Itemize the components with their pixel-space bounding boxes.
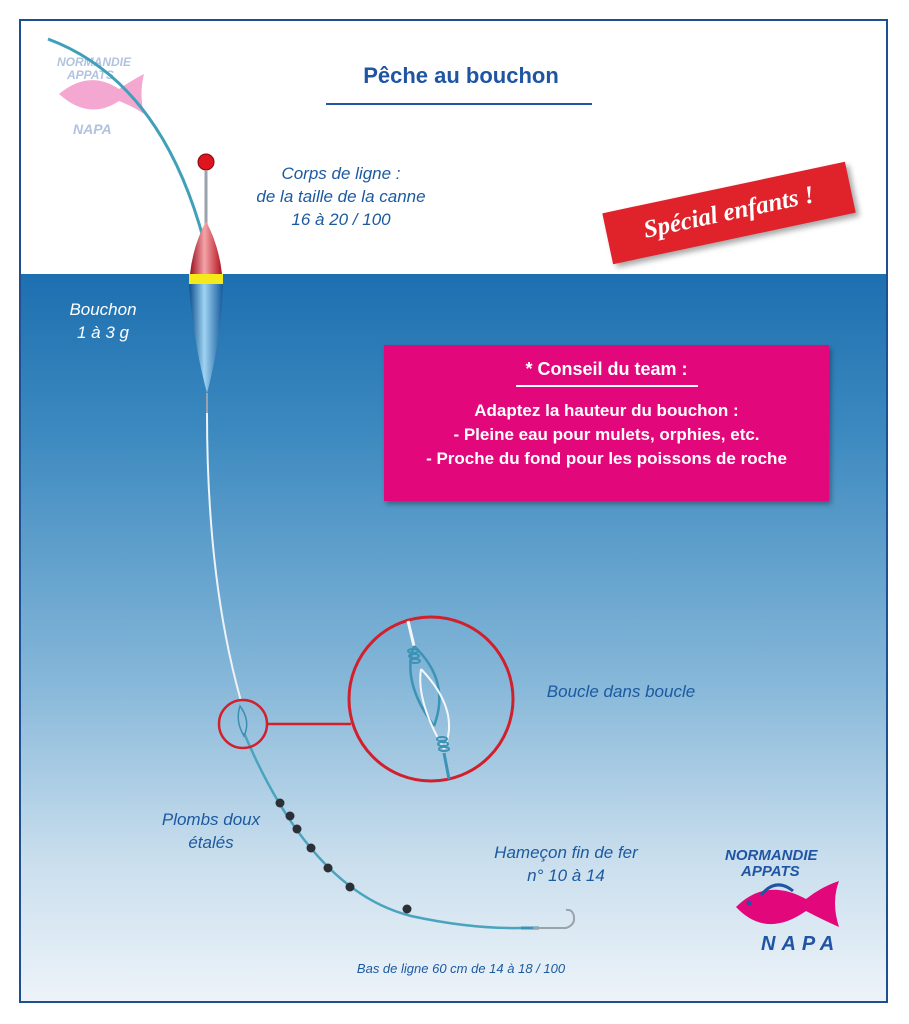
float-band — [189, 274, 223, 284]
watermark-line1: NORMANDIE — [57, 55, 131, 69]
loop-callout-large — [349, 617, 513, 781]
title-underline — [326, 103, 592, 105]
hamecon-label-line2: n° 10 à 14 — [527, 865, 605, 885]
bas-de-ligne-label: Bas de ligne 60 cm de 14 à 18 / 100 — [356, 961, 566, 976]
watermark-line2: APPATS — [67, 68, 114, 82]
logo-line3: NAPA — [761, 933, 841, 955]
hook-icon — [521, 910, 574, 928]
corps-label-line2: de la taille de la canne — [256, 186, 426, 206]
hamecon-label — [476, 842, 656, 888]
loop-connection — [238, 706, 247, 736]
float-top — [190, 221, 222, 274]
advice-title-underline — [516, 385, 698, 387]
leader-line — [244, 733, 521, 928]
hamecon-label-line1: Hameçon fin de fer — [494, 843, 638, 862]
corps-de-ligne-label — [221, 163, 461, 232]
float-bottom — [189, 284, 223, 393]
advice-line2: - Pleine eau pour mulets, orphies, etc. — [453, 425, 760, 444]
page-title: Pêche au bouchon — [363, 63, 559, 88]
logo-line2: APPATS — [741, 863, 800, 880]
normandie-appats-logo — [721, 847, 851, 957]
rod-tip — [48, 39, 204, 241]
loop-callout-small — [219, 700, 267, 748]
diagram-frame — [19, 19, 888, 1003]
bouchon-label-line2: 1 à 3 g — [77, 322, 129, 342]
plombs-label-line2: étalés — [188, 832, 234, 852]
loop-detail — [408, 621, 449, 779]
boucle-label: Boucle dans boucle — [546, 682, 696, 701]
plombs-label — [146, 809, 276, 855]
bouchon-label-line1: Bouchon — [69, 300, 137, 319]
advice-line3: - Proche du fond pour les poissons de roche — [426, 449, 787, 468]
plombs-label-line1: Plombs doux — [161, 810, 261, 829]
corps-label-line3: 16 à 20 / 100 — [291, 209, 391, 229]
float-tip-bead — [198, 154, 214, 170]
advice-title — [384, 359, 829, 387]
corps-label-line1: Corps de ligne : — [281, 164, 401, 183]
advice-body — [384, 399, 829, 471]
badge-text: Spécial enfants ! — [641, 181, 817, 244]
logo-line1: NORMANDIE — [725, 847, 818, 864]
watermark-line3: NAPA — [73, 121, 112, 137]
advice-line1: Adaptez la hauteur du bouchon : — [474, 401, 739, 420]
bouchon-label — [43, 299, 163, 345]
split-shot-weights — [276, 799, 412, 914]
team-advice-box — [384, 345, 829, 501]
advice-title-text: * Conseil du team : — [525, 359, 688, 379]
main-line — [207, 413, 241, 701]
